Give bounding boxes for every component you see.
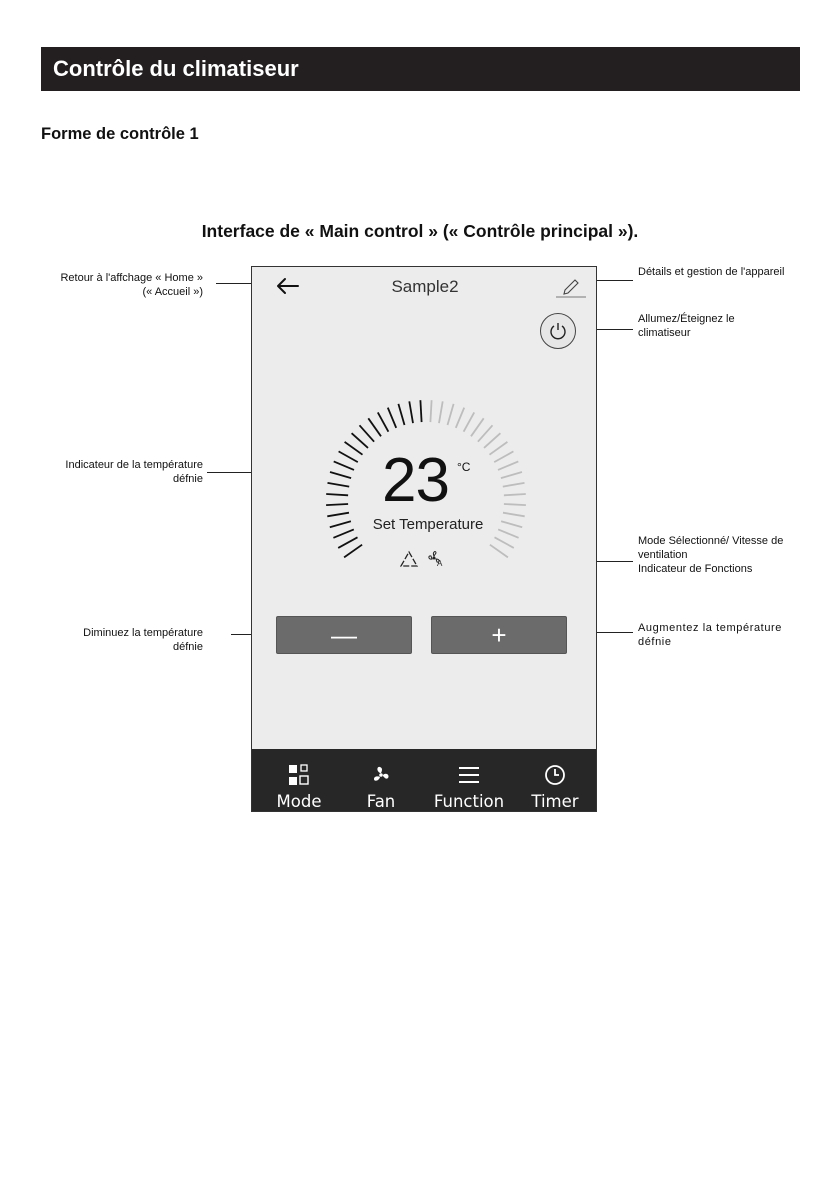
tab-timer-label: Timer <box>531 792 579 811</box>
set-temperature-value: 23 <box>382 446 449 515</box>
power-button[interactable] <box>540 313 576 349</box>
decrease-temperature-button[interactable] <box>276 616 412 654</box>
menu-icon <box>458 764 480 786</box>
tab-fan[interactable] <box>338 749 424 812</box>
dial-tick <box>326 494 348 495</box>
dial-tick <box>471 418 484 436</box>
dial-tick <box>388 408 396 428</box>
figure-caption: Interface de « Main control » (« Contrôle principal »). <box>201 221 639 241</box>
callout-increase: Augmentez la température défnie <box>638 622 783 648</box>
phone-screen <box>251 266 597 812</box>
auto-mode-icon <box>398 549 422 569</box>
dial-tick <box>495 537 514 548</box>
set-temperature-label: Set Temperature <box>372 516 484 533</box>
tab-function[interactable] <box>426 749 512 812</box>
dial-tick <box>378 412 389 431</box>
dial-tick <box>398 404 404 425</box>
dial-tick <box>368 418 381 436</box>
section-subtitle: Forme de contrôle 1 <box>41 125 199 143</box>
tab-timer[interactable] <box>512 749 597 812</box>
dial-tick <box>456 408 464 428</box>
edit-pencil-icon[interactable] <box>556 276 586 298</box>
dial-tick <box>501 472 522 478</box>
minus-label: — <box>331 620 357 650</box>
callout-back: Retour à l'affchage « Home » (« Accueil ») <box>60 272 203 298</box>
callout-decrease: Diminuez la température défnie <box>83 627 203 653</box>
dial-tick <box>478 425 493 441</box>
dial-tick <box>420 400 421 422</box>
power-icon <box>548 321 568 341</box>
callout-temp-indicator: Indicateur de la température défnie <box>65 459 203 485</box>
mode-indicators <box>398 549 454 571</box>
dial-tick <box>498 461 518 470</box>
callout-power: Allumez/Éteignez le climatiseur <box>638 313 735 339</box>
dial-tick <box>326 504 348 505</box>
dial-tick <box>344 545 362 558</box>
tab-fan-label: Fan <box>366 792 396 811</box>
dial-tick <box>439 401 443 423</box>
increase-temperature-button[interactable] <box>431 616 567 654</box>
dial-tick <box>490 545 508 558</box>
dial-tick <box>504 504 526 505</box>
dial-tick <box>360 425 375 441</box>
dial-tick <box>430 400 431 422</box>
banner-title: Contrôle du climatiseur <box>53 56 299 81</box>
dial-tick <box>338 537 357 548</box>
dial-tick <box>494 451 513 462</box>
dial-tick <box>448 404 454 425</box>
dial-tick <box>345 442 363 455</box>
dial-tick <box>490 442 508 455</box>
dial-tick <box>352 433 368 448</box>
temperature-unit: °C <box>457 460 471 474</box>
dial-tick <box>330 472 351 478</box>
plus-label: + <box>491 620 507 650</box>
dial-tick <box>339 451 358 462</box>
tab-mode[interactable] <box>256 749 342 812</box>
callout-mode: Mode Sélectionné/ Vitesse de ventilation Indicateur de Fonctions <box>638 535 784 575</box>
tab-mode-label: Mode <box>276 792 322 811</box>
dial-tick <box>409 401 413 423</box>
dial-tick <box>503 483 525 487</box>
fan-speed-badge: A <box>437 559 443 568</box>
callout-details: Détails et gestion de l'appareil <box>638 266 785 278</box>
fan-icon <box>370 764 392 786</box>
dial-tick <box>464 412 475 431</box>
mode-icon <box>288 764 310 786</box>
page-banner <box>41 47 800 91</box>
dial-tick <box>334 461 354 470</box>
bottom-tab-bar <box>252 749 597 812</box>
device-name: Sample2 <box>391 277 459 296</box>
dial-tick <box>484 433 500 448</box>
dial-tick <box>328 483 350 487</box>
tab-function-label: Function <box>433 792 505 811</box>
dial-tick <box>504 494 526 495</box>
clock-icon <box>544 764 566 786</box>
